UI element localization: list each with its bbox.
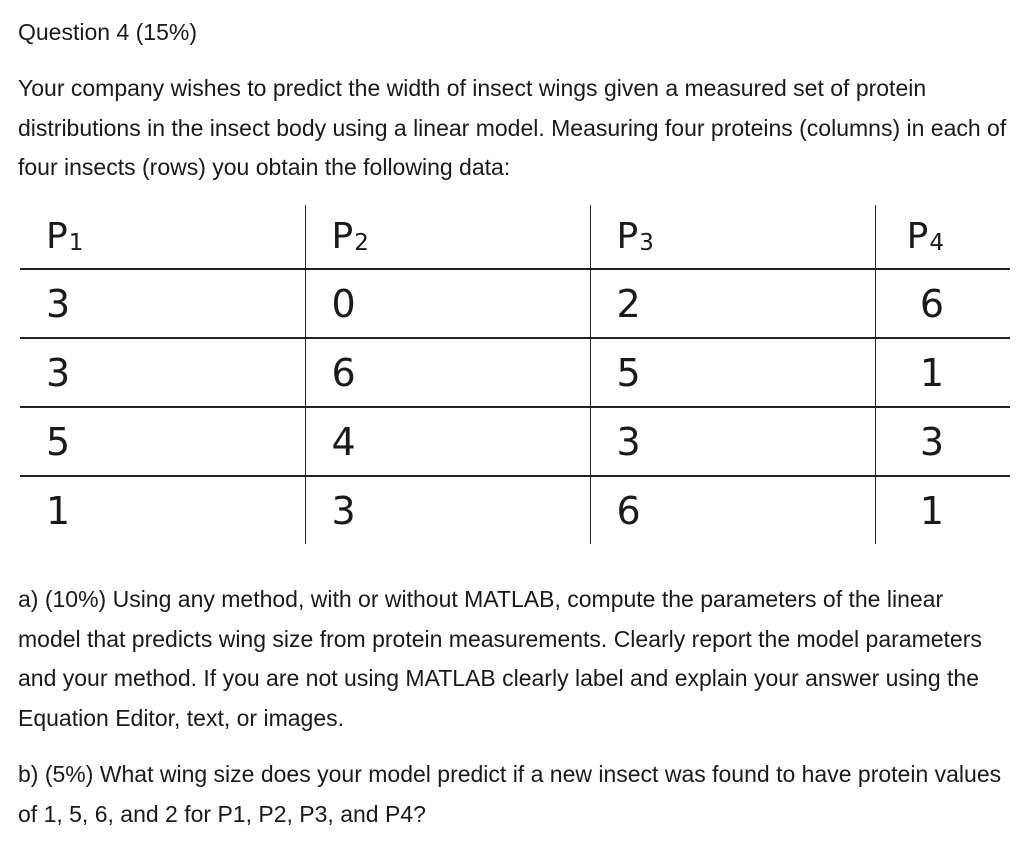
table-cell: 1 xyxy=(875,476,1010,544)
table-cell: 6 xyxy=(875,269,1010,338)
table-cell: 3 xyxy=(875,407,1010,476)
table-cell: 3 xyxy=(20,338,305,407)
table-row xyxy=(20,476,1010,544)
table-cell: 3 xyxy=(590,407,875,476)
header-p3: $P_3$ xyxy=(590,205,875,269)
part-b-text: b) (5%) What wing size does your model predict if a new insect was found to have protein values of 1, 5, 6, and 2 for P1, P2, P3, and P4? xyxy=(18,761,1002,827)
question-title: Question 4 (15%) xyxy=(18,19,197,45)
table-row xyxy=(20,338,1010,407)
table-cell: 6 xyxy=(305,338,590,407)
protein-data-table xyxy=(20,205,1010,544)
table-cell: 2 xyxy=(590,269,875,338)
table-row xyxy=(20,269,1010,338)
table-cell: 0 xyxy=(305,269,590,338)
header-p1: $P_1$ xyxy=(20,205,305,269)
question-intro: Your company wishes to predict the width of insect wings given a measured set of protein distributions in the insect body using a linear model. Measuring four proteins (columns) in each of four insects (rows) you obtain the following data: xyxy=(18,75,1007,180)
table-cell: 5 xyxy=(590,338,875,407)
table-header-row xyxy=(20,205,1010,269)
header-p4: $P_4$ xyxy=(875,205,1010,269)
table-cell: 1 xyxy=(875,338,1010,407)
header-p2: $P_2$ xyxy=(305,205,590,269)
table-cell: 4 xyxy=(305,407,590,476)
table-row xyxy=(20,407,1010,476)
table-cell: 3 xyxy=(305,476,590,544)
table-cell: 5 xyxy=(20,407,305,476)
table-cell: 1 xyxy=(46,488,71,533)
part-a-text: a) (10%) Using any method, with or without MATLAB, compute the parameters of the linear model that predicts wing size from protein measurements. Clearly report the model parameters and your method. If you are not using MATLAB clearly label and explain your answer using the Equation Editor, text, or images. xyxy=(18,586,982,731)
table-cell: 6 xyxy=(590,476,875,544)
table-cell: 3 xyxy=(20,269,305,338)
